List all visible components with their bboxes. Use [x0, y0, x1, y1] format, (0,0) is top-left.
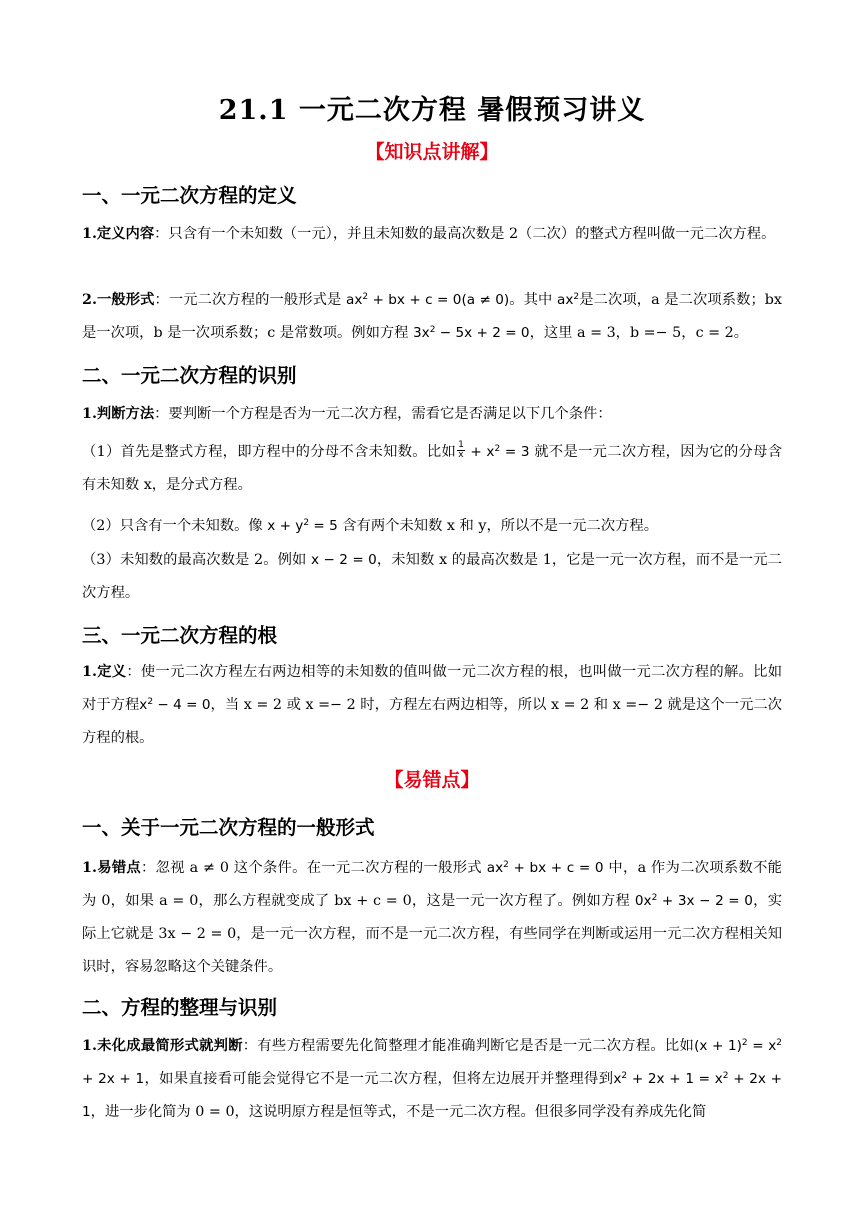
section-errors-banner: 【易错点】	[384, 769, 480, 791]
paragraph-condition-3	[82, 544, 782, 610]
text-condition-2-a: （2）只含有一个未知数。像	[82, 518, 268, 534]
paragraph-condition-2	[82, 510, 782, 543]
heading-definition: 一、一元二次方程的定义	[82, 184, 297, 207]
text-condition-1-b: 就不是一元二次方程，因为它的分母含有未知数 x，是分式方程。	[82, 444, 783, 493]
section-knowledge-banner: 【知识点讲解】	[365, 141, 499, 163]
math-example-equation: $3x^2 - 5x + 2 = 0$	[413, 325, 530, 341]
math-condition-3: x − 2 = 0	[311, 552, 377, 568]
text-condition-2-b: 含有两个未知数 x 和 y，所以不是一元二次方程。	[337, 518, 659, 534]
math-error-example: $0x^2 + 3x - 2 = 0$	[634, 893, 753, 909]
document-title: 21.1 一元二次方程 暑假预习讲义	[218, 95, 646, 126]
text-simplify-a: ：有些方程需要先化简整理才能准确判断它是否是一元二次方程。比如	[242, 1038, 695, 1054]
fraction-numerator: 1	[458, 439, 464, 450]
label-general-form: 2.一般形式	[82, 292, 155, 308]
math-condition-2: $x + y^2 = 5$	[267, 518, 338, 534]
text-error-a: ：忽视 a ≠ 0 这个条件。在一元二次方程的一般形式	[141, 860, 487, 876]
paragraph-judge-method	[82, 398, 782, 431]
paragraph-condition-1	[82, 436, 782, 502]
paragraph-roots-definition	[82, 656, 782, 755]
math-simplify-identity: $(x + 1)^2 = x^2 + 2x + 1$	[82, 1038, 782, 1087]
label-simplify-error: 1.未化成最简形式就判断	[82, 1038, 243, 1054]
paragraph-general-form	[82, 284, 782, 350]
heading-equation-simplify: 二、方程的整理与识别	[82, 996, 278, 1019]
text-condition-1-a: （1）首先是整式方程，即方程中的分母不含未知数。比如	[82, 444, 457, 460]
text-roots-a: ：使一元二次方程左右两边相等的未知数的值叫做一元二次方程的根，也叫做一元二次方程的解。比如对于方程	[82, 664, 782, 713]
text-general-form-c: 是二次项，a 是二次项系数；bx 是一次项，b 是一次项系数；c 是常数项。例如方程	[82, 292, 782, 341]
text-condition-3-b: ，未知数 x 的最高次数是 1，它是一元一次方程，而不是一元二次方程。	[82, 552, 782, 601]
text-general-form-b: 。其中	[509, 292, 558, 308]
text-simplify-b: ，如果直接看可能会觉得它不是一元二次方程，但将左边展开并整理得到	[144, 1071, 614, 1087]
heading-identification: 二、一元二次方程的识别	[82, 364, 297, 387]
text-error-c: ，实际上它就是 3x − 2 = 0，是一元一次方程，而不是一元二次方程，有些同学在判断或运用一元二次方程相关知识时，容易忽略这个关键条件。	[82, 893, 782, 975]
math-general-form: $ax^2$ + bx + c = 0(a ≠ 0)	[345, 292, 510, 308]
text-judge-method: ：要判断一个方程是否为一元二次方程，需看它是否满足以下几个条件：	[154, 406, 612, 422]
math-roots-equation: $x^2 - 4 = 0$	[139, 697, 211, 713]
text-general-form-a: ：一元二次方程的一般形式是	[154, 292, 346, 308]
heading-error-general-form: 一、关于一元二次方程的一般形式	[82, 816, 375, 839]
math-quadratic-term: $ax^2$	[557, 292, 580, 308]
paragraph-simplify-error	[82, 1030, 782, 1129]
fraction-one-over-x	[457, 441, 465, 460]
label-judge-method: 1.判断方法	[82, 406, 155, 422]
math-error-general-form: $ax^2$ + bx + c = 0	[486, 860, 604, 876]
text-simplify-c: ，进一步化简为 0 = 0，这说明原方程是恒等式，不是一元二次方程。但很多同学没有养成先化简	[90, 1104, 707, 1120]
text-error-b: 中，a 作为二次项系数不能为 0，如果 a = 0，那么方程就变成了 bx + c = 0，这是一元一次方程了。例如方程	[82, 860, 782, 909]
paragraph-error-general-form	[82, 852, 782, 984]
text-condition-3-a: （3）未知数的最高次数是 2。例如	[82, 552, 312, 568]
label-error-point: 1.易错点	[82, 860, 142, 876]
label-roots-definition: 1.定义	[82, 664, 127, 680]
paragraph-definition-content	[82, 218, 782, 251]
text-definition-content: ：只含有一个未知数（一元），并且未知数的最高次数是 2（二次）的整式方程叫做一元二次方程。	[154, 226, 776, 242]
label-definition-content: 1.定义内容	[82, 226, 155, 242]
heading-roots: 三、一元二次方程的根	[82, 624, 278, 647]
text-roots-b: ，当 x = 2 或 x =− 2 时，方程左右两边相等，所以 x = 2 和 x =− 2 就是这个一元二次方程的根。	[82, 697, 782, 746]
text-general-form-d: ，这里 a = 3，b =− 5，c = 2。	[529, 325, 749, 341]
math-condition-1: + $x^2 = 3$	[465, 444, 530, 460]
fraction-denominator: x	[458, 449, 464, 460]
math-simplify-expanded: $x^2 + 2x + 1 = x^2 + 2x + 1$	[82, 1071, 783, 1120]
